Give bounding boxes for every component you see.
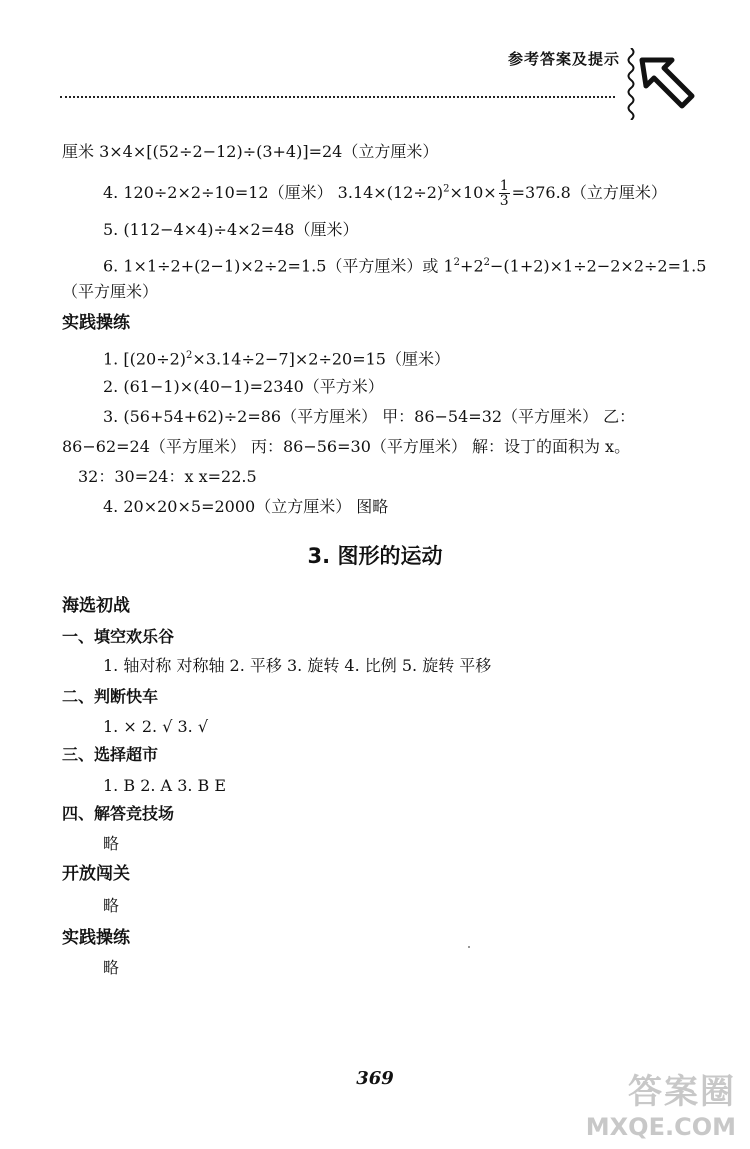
answer-text: −(1+2)×1÷2−2×2÷2=1.5	[490, 256, 707, 276]
section-heading: 海选初战	[62, 596, 130, 616]
fraction-numerator: 1	[499, 178, 509, 194]
answer-line: 86−62=24（平方厘米） 丙：86−56=30（平方厘米） 解：设丁的面积为 x。	[62, 437, 631, 456]
answer-line	[103, 179, 667, 208]
page-header	[60, 40, 740, 120]
exponent: 2	[186, 350, 193, 361]
exponent: 2	[443, 183, 450, 195]
answer-line: 1. 轴对称 对称轴 2. 平移 3. 旋转 4. 比例 5. 旋转 平移	[103, 656, 492, 675]
exponent: 2	[483, 257, 490, 268]
header-title: 参考答案及提示	[507, 50, 620, 68]
watermark-logo-text: 答案圈	[628, 1072, 736, 1112]
subsection-heading: 三、选择超市	[62, 745, 159, 764]
chapter-title: 3. 图形的运动	[307, 544, 443, 568]
answer-text: 1. [(20÷2)	[103, 349, 187, 369]
answer-line	[103, 253, 706, 276]
answer-line: 2. (61−1)×(40−1)=2340（平方米）	[103, 377, 384, 396]
answer-line: 32：30=24：x x=22.5	[78, 467, 257, 486]
section-heading: 实践操练	[62, 928, 130, 948]
answer-line	[103, 346, 450, 369]
answer-line: 厘米 3×4×[(52÷2−12)÷(3+4)]=24（立方厘米）	[62, 142, 439, 161]
fraction	[499, 179, 510, 208]
stray-mark	[468, 946, 470, 948]
page-number: 369	[356, 1068, 394, 1089]
answer-line: 略	[103, 834, 120, 853]
watermark-url: MXQE.COM	[585, 1113, 736, 1141]
answer-text: ×10×	[449, 183, 497, 202]
answer-line: 1. B 2. A 3. B E	[103, 776, 227, 795]
wavy-line-decoration	[626, 48, 636, 120]
section-heading: 实践操练	[62, 313, 130, 333]
answer-line: （平方厘米）	[62, 282, 159, 301]
answer-line: 5. (112−4×4)÷4×2=48（厘米）	[103, 220, 359, 239]
answer-line: 略	[103, 896, 120, 915]
answer-line: 3. (56+54+62)÷2=86（平方厘米） 甲：86−54=32（平方厘米） 乙：	[103, 407, 636, 426]
answer-text: ×3.14÷2−7]×2÷20=15（厘米）	[192, 349, 450, 369]
watermark	[586, 1064, 736, 1141]
subsection-heading: 一、填空欢乐谷	[62, 627, 175, 646]
answer-text: +2	[460, 256, 484, 276]
subsection-heading: 四、解答竞技场	[62, 804, 175, 823]
answer-text: 4. 120÷2×2÷10=12（厘米） 3.14×(12÷2)	[103, 183, 444, 202]
answer-text: 6. 1×1÷2+(2−1)×2÷2=1.5（平方厘米）或 1	[103, 256, 454, 276]
section-heading: 开放闯关	[62, 864, 130, 884]
answer-line: 略	[103, 958, 120, 977]
fraction-denominator: 3	[499, 193, 509, 209]
arrow-icon	[638, 54, 696, 112]
subsection-heading: 二、判断快车	[62, 687, 159, 706]
dotted-rule	[60, 96, 615, 98]
answer-line: 1. × 2. √ 3. √	[103, 717, 209, 736]
exponent: 2	[453, 257, 461, 268]
answer-line: 4. 20×20×5=2000（立方厘米） 图略	[103, 497, 389, 516]
answer-text: =376.8（立方厘米）	[511, 183, 667, 202]
